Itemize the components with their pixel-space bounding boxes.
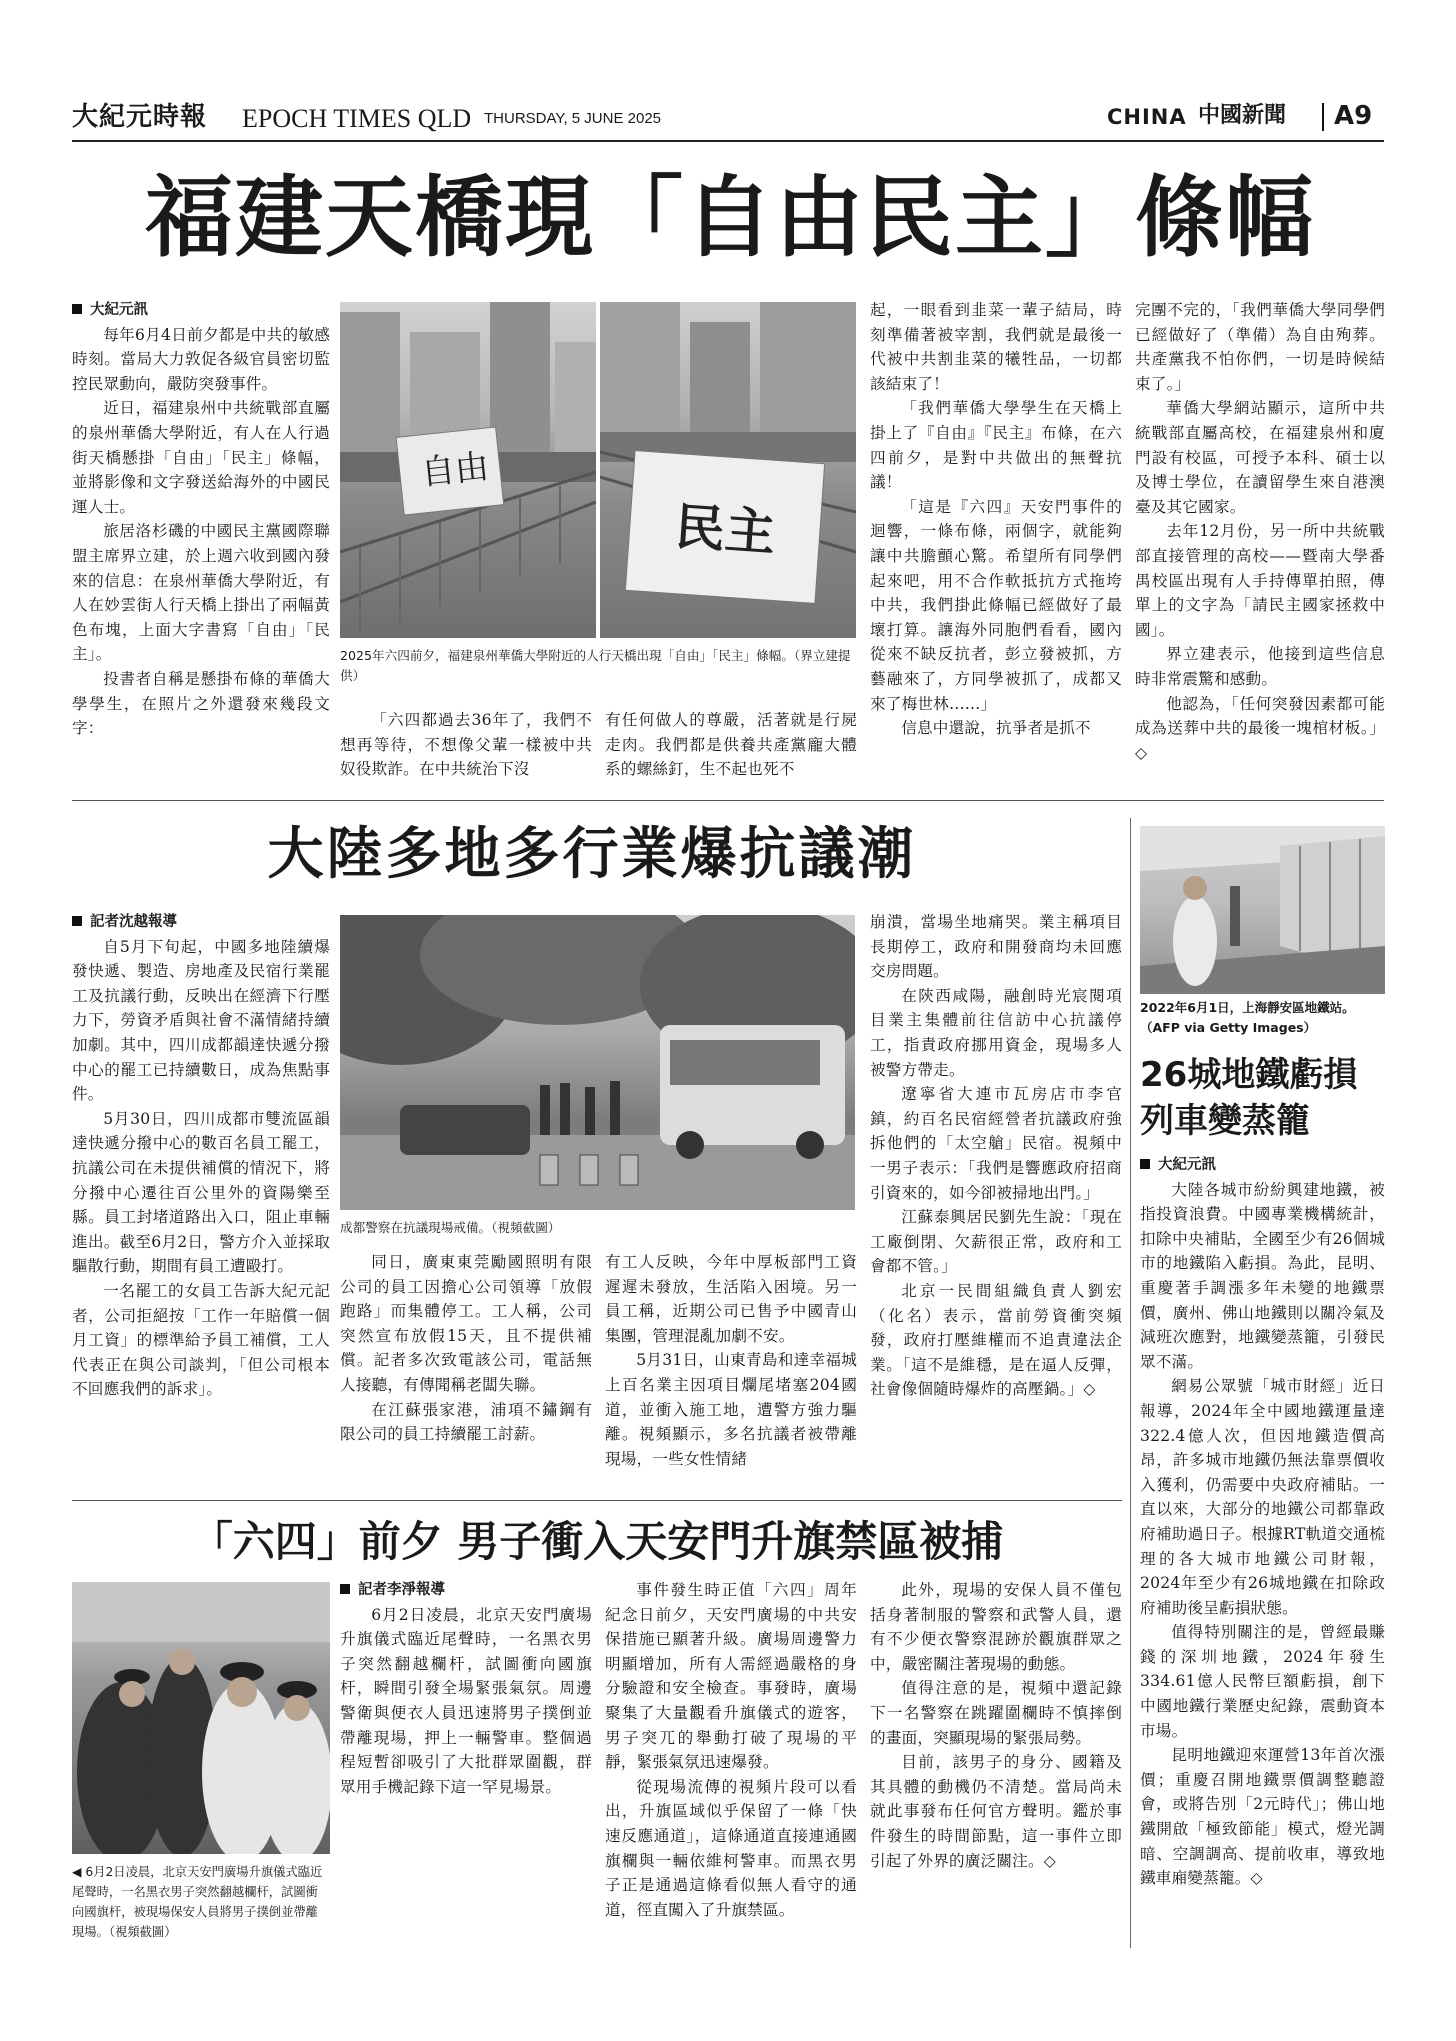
article1-caption: 2025年六四前夕，福建泉州華僑大學附近的人行天橋出現「自由」「民主」條幅。（界立建提供） [340,648,851,683]
paragraph: 5月30日，四川成都市雙流區韻達快遞分撥中心的數百名員工罷工，抗議公司在未提供補償的情況下，將分撥中心遷往百公里外的資陽樂至縣。員工封堵道路出入口，阻止車輛進出。截至6月2日，警方介入並採取驅散行動，期間有員工遭毆打。 [72,1109,330,1276]
paragraph: 北京一民間組織負責人劉宏（化名）表示，當前勞資衝突頻發，政府打壓維權而不追責違法企業。「這不是維穩，是在逼人反彈，社會像個隨時爆炸的高壓鍋。」◇ [870,1281,1122,1399]
article1-photo-left [340,302,596,638]
article2-col1 [72,910,330,1402]
masthead-divider [1322,103,1324,131]
paragraph: 目前，該男子的身分、國籍及其具體的動機仍不清楚。當局尚未就此事發布任何官方聲明。鑑於事件發生的時間節點，這一事件立即引起了外界的廣泛關注。◇ [870,1753,1122,1870]
article2-byline: 記者沈越報導 [72,910,330,935]
article1-col1 [72,298,330,741]
paragraph: 有任何做人的尊嚴，活著就是行屍走肉。我們都是供養共產黨龐大體系的螺絲釘，生不起也死不 [605,711,857,779]
banner-scene-illustration [600,302,856,638]
article1-col5 [1135,298,1385,765]
article3-photo [72,1582,330,1854]
paragraph: 在江蘇張家港，浦項不鏽鋼有限公司的員工持續罷工討薪。 [340,1400,592,1444]
article4-photo [1140,826,1385,994]
paragraph: 崩潰，當場坐地痛哭。業主稱項目長期停工，政府和開發商均未回應交房問題。 [870,913,1122,981]
article1-col4 [870,298,1122,741]
paragraph: 事件發生時正值「六四」周年紀念日前夕，天安門廣場的中共安保措施已顯著升級。廣場周邊警力明顯增加，所有人需經過嚴格的身分驗證和安全檢查。事發時，廣場聚集了大量觀看升旗儀式的遊客，男子突兀的舉動打破了現場的平靜，緊張氣氛迅速爆發。 [605,1581,857,1772]
paragraph: 完團不完的，「我們華僑大學同學們已經做好了（準備）為自由殉葬。共產黨我不怕你們，一切是時候結束了。」 [1135,301,1385,393]
paragraph: 「我們華僑大學學生在天橋上掛上了『自由』『民主』布條，在六四前夕，是對中共做出的無聲抗議！ [870,399,1122,492]
article2-col3 [605,1250,857,1471]
paragraph: 6月2日凌晨，北京天安門廣場升旗儀式臨近尾聲時，一名黑衣男子突然翻越欄杆，試圖衝向國旗杆，瞬間引發全場緊張氣氛。周邊警衛與便衣人員迅速將男子撲倒並帶離現場，押上一輛警車。整個過程短暫卻吸引了大批群眾圍觀，群眾用手機記錄下這一罕見場景。 [340,1605,592,1796]
subway-station-illustration [1140,826,1385,994]
masthead [72,100,1384,134]
masthead-rule [72,140,1384,142]
article1-photo-right [600,302,856,638]
article3-col1 [340,1578,592,1799]
section-divider [72,1500,1122,1501]
article1-col2 [340,708,592,782]
paragraph: 「這是『六四』天安門事件的迴響，一條布條，兩個字，就能夠讓中共膽顫心驚。希望所有同學們起來吧，用不合作軟抵抗方式拖垮中共，我們掛此條幅已經做好了最壞打算。讓海外同胞們看看，國內從來不缺反抗者，彭立發被抓，方藝融來了，方同學被抓了，成都又來了梅世林……」 [870,497,1122,713]
paragraph: 此外，現場的安保人員不僅包括身著制服的警察和武警人員，還有不少便衣警察混跡於觀旗群眾之中，嚴密關注著現場的動態。 [870,1581,1122,1673]
byline-square-icon [72,916,82,926]
paragraph: 投書者自稱是懸掛布條的華僑大學學生，在照片之外還發來幾段文字： [72,669,330,738]
banner-text-left: 自由 [419,446,491,494]
byline-square-icon [340,1584,350,1594]
banner-text-right: 民主 [673,497,777,563]
article3-byline: 記者李淨報導 [340,1578,592,1603]
paragraph: 近日，福建泉州中共統戰部直屬的泉州華僑大學附近，有人在人行過街天橋懸掛「自由」「民主」條幅，並將影像和文字發送給海外的中國民運人士。 [72,399,330,516]
paragraph: 一名罷工的女員工告訴大紀元記者，公司拒絕按「工作一年賠償一個月工資」的標準給予員工補償，工人代表正在與公司談判，「但公司根本不回應我們的訴求」。 [72,1281,330,1399]
article4-headline-line2: 列車變蒸籠 [1140,1101,1310,1141]
section-divider [72,800,1384,801]
paragraph: 值得注意的是，視頻中還記錄下一名警察在跳躍圍欄時不慎摔倒的畫面，突顯現場的緊張局勢。 [870,1679,1122,1747]
article4-caption: 2022年6月1日，上海靜安區地鐵站。（AFP via Getty Images） [1140,1000,1355,1035]
section-zh: 中國新聞 [1198,103,1287,128]
article1-byline: 大紀元訊 [72,298,330,323]
paragraph: 起，一眼看到韭菜一輩子結局，時刻準備著被宰割，我們就是最後一代被中共割韭菜的犧牲品，一切都該結束了！ [870,301,1122,393]
article4-headline-line1: 26城地鐵虧損 [1140,1055,1358,1095]
article3-col3 [870,1578,1122,1873]
article4-col [1140,1153,1385,1891]
paragraph: 從現場流傳的視頻片段可以看出，升旗區域似乎保留了一條「快速反應通道」，這條通道直接連通國旗欄與一輛依維柯警車。而黑衣男子正是通過這條看似無人看守的通道，徑直闖入了升旗禁區。 [605,1777,857,1919]
byline-square-icon [72,304,82,314]
paragraph: 遼寧省大連市瓦房店市李官鎮，約百名民宿經營者抗議政府強拆他們的「太空艙」民宿。視頻中一男子表示：「我們是響應政府招商引資來的，如今卻被掃地出門。」 [870,1085,1122,1202]
paragraph: 值得特別關注的是，曾經最賺錢的深圳地鐵，2024年發生334.61億人民幣巨額虧損，創下中國地鐵行業歷史紀錄，震動資本市場。 [1140,1623,1385,1740]
paper-name: EPOCH TIMES QLD [242,104,472,133]
paragraph: 網易公眾號「城市財經」近日報導，2024年全中國地鐵運量達322.4億人次，但因地鐵造價高昂，許多城市地鐵仍無法靠票價收入獲利，仍需要中央政府補貼。一直以來，大部分的地鐵公司都靠政府補助過日子。根據RT軌道交通梳理的各大城市地鐵公司財報，2024年至少有26城地鐵在扣除政府補助後呈虧損狀態。 [1140,1377,1385,1617]
article2-caption: 成都警察在抗議現場戒備。（視頻截圖） [340,1220,561,1235]
paragraph: 「六四都過去36年了，我們不想再等待，不想像父輩一樣被中共奴役欺詐。在中共統治下沒 [340,711,592,779]
article2-photo [340,915,855,1210]
article2-col4 [870,910,1122,1402]
article1-headline: 福建天橋現「自由民主」條幅 [144,165,1315,269]
paragraph: 旅居洛杉磯的中國民主黨國際聯盟主席界立建，於上週六收到國內發來的信息：在泉州華僑大學附近，有人在妙雲街人行天橋上掛出了兩幅黃色布塊，上面大字書寫「自由」「民主」。 [72,522,330,664]
paper-logo: 大紀元時報 [72,102,208,132]
article4-byline: 大紀元訊 [1140,1153,1385,1178]
section-en: CHINA [1107,105,1187,129]
article2-headline: 大陸多地多行業爆抗議潮 [267,822,917,887]
paragraph: 去年12月份，另一所中共統戰部直接管理的高校——暨南大學番禺校區出現有人手持傳單拍照，傳單上的文字為「請民主國家拯救中國」。 [1135,522,1385,639]
arrest-scene-illustration [72,1582,330,1854]
article3-col2 [605,1578,857,1922]
article3-caption: ◀ 6月2日凌晨，北京天安門廣場升旗儀式臨近尾聲時，一名黑衣男子突然翻越欄杆，試圖衝向國旗杆，被現場保安人員將男子撲倒並帶離現場。（視頻截圖） [72,1865,323,1939]
article3-headline: 「六四」前夕 男子衝入天安門升旗禁區被捕 [190,1517,1004,1566]
protest-scene-illustration [340,915,855,1210]
paragraph: 信息中還說，抗爭者是抓不 [901,719,1091,738]
column-divider [1130,818,1131,1948]
paragraph: 自5月下旬起，中國多地陸續爆發快遞、製造、房地產及民宿行業罷工及抗議行動，反映出在經濟下行壓力下，勞資矛盾與社會不滿情緒持續加劇。其中，四川成都韻達快遞分撥中心的罷工已持續數日，成為焦點事件。 [72,937,330,1104]
paragraph: 在陝西咸陽，融創時光宸閱項目業主集體前往信訪中心抗議停工，指責政府挪用資金，現場多人被警方帶走。 [870,986,1122,1079]
paragraph: 江蘇泰興居民劉先生說：「現在工廠倒閉、欠薪很正常，政府和工會都不管。」 [870,1208,1122,1276]
paragraph: 大陸各城市紛紛興建地鐵，被指投資浪費。中國專業機構統計，扣除中央補貼，全國至少有26個城市的地鐵陷入虧損。為此，昆明、重慶著手調漲多年未變的地鐵票價，廣州、佛山地鐵則以關冷氣及減班次應對，地鐵變蒸籠，引發民眾不滿。 [1140,1180,1385,1371]
page-number: A9 [1334,101,1373,131]
paragraph: 有工人反映，今年中厚板部門工資遲遲未發放，生活陷入困境。另一員工稱，近期公司已售予中國青山集團，管理混亂加劇不安。 [605,1253,857,1345]
paragraph: 5月31日，山東青島和達幸福城上百名業主因項目爛尾堵塞204國道，並衝入施工地，遭警方強力驅離。視頻顯示，多名抗議者被帶離現場，一些女性情緒 [605,1351,857,1468]
paragraph: 界立建表示，他接到這些信息時非常震驚和感動。 [1135,645,1385,688]
article1-col3 [605,708,857,782]
issue-date: THURSDAY, 5 JUNE 2025 [484,110,662,127]
byline-square-icon [1140,1159,1150,1169]
paragraph: 他認為，「任何突發因素都可能成為送葬中共的最後一塊棺材板。」◇ [1135,694,1385,762]
paragraph: 昆明地鐵迎來運營13年首次漲價；重慶召開地鐵票價調整聽證會，或將告別「2元時代」；佛山地鐵開啟「極致節能」模式，燈光調暗、空調調高、提前收車，導致地鐵車廂變蒸籠。◇ [1140,1746,1385,1888]
article2-col2 [340,1250,592,1447]
paragraph: 華僑大學網站顯示，這所中共統戰部直屬高校，在福建泉州和廈門設有校區，可授予本科、碩士以及博士學位，在讀留學生來自港澳臺及其它國家。 [1135,399,1385,516]
paragraph: 同日，廣東東莞勵國照明有限公司的員工因擔心公司領導「放假跑路」而集體停工。工人稱，公司突然宣布放假15天，且不提供補償。記者多次致電該公司，電話無人接聽，有傳聞稱老闆失聯。 [340,1253,592,1394]
paragraph: 每年6月4日前夕都是中共的敏感時刻。當局大力敦促各級官員密切監控民眾動向，嚴防突發事件。 [72,325,330,393]
